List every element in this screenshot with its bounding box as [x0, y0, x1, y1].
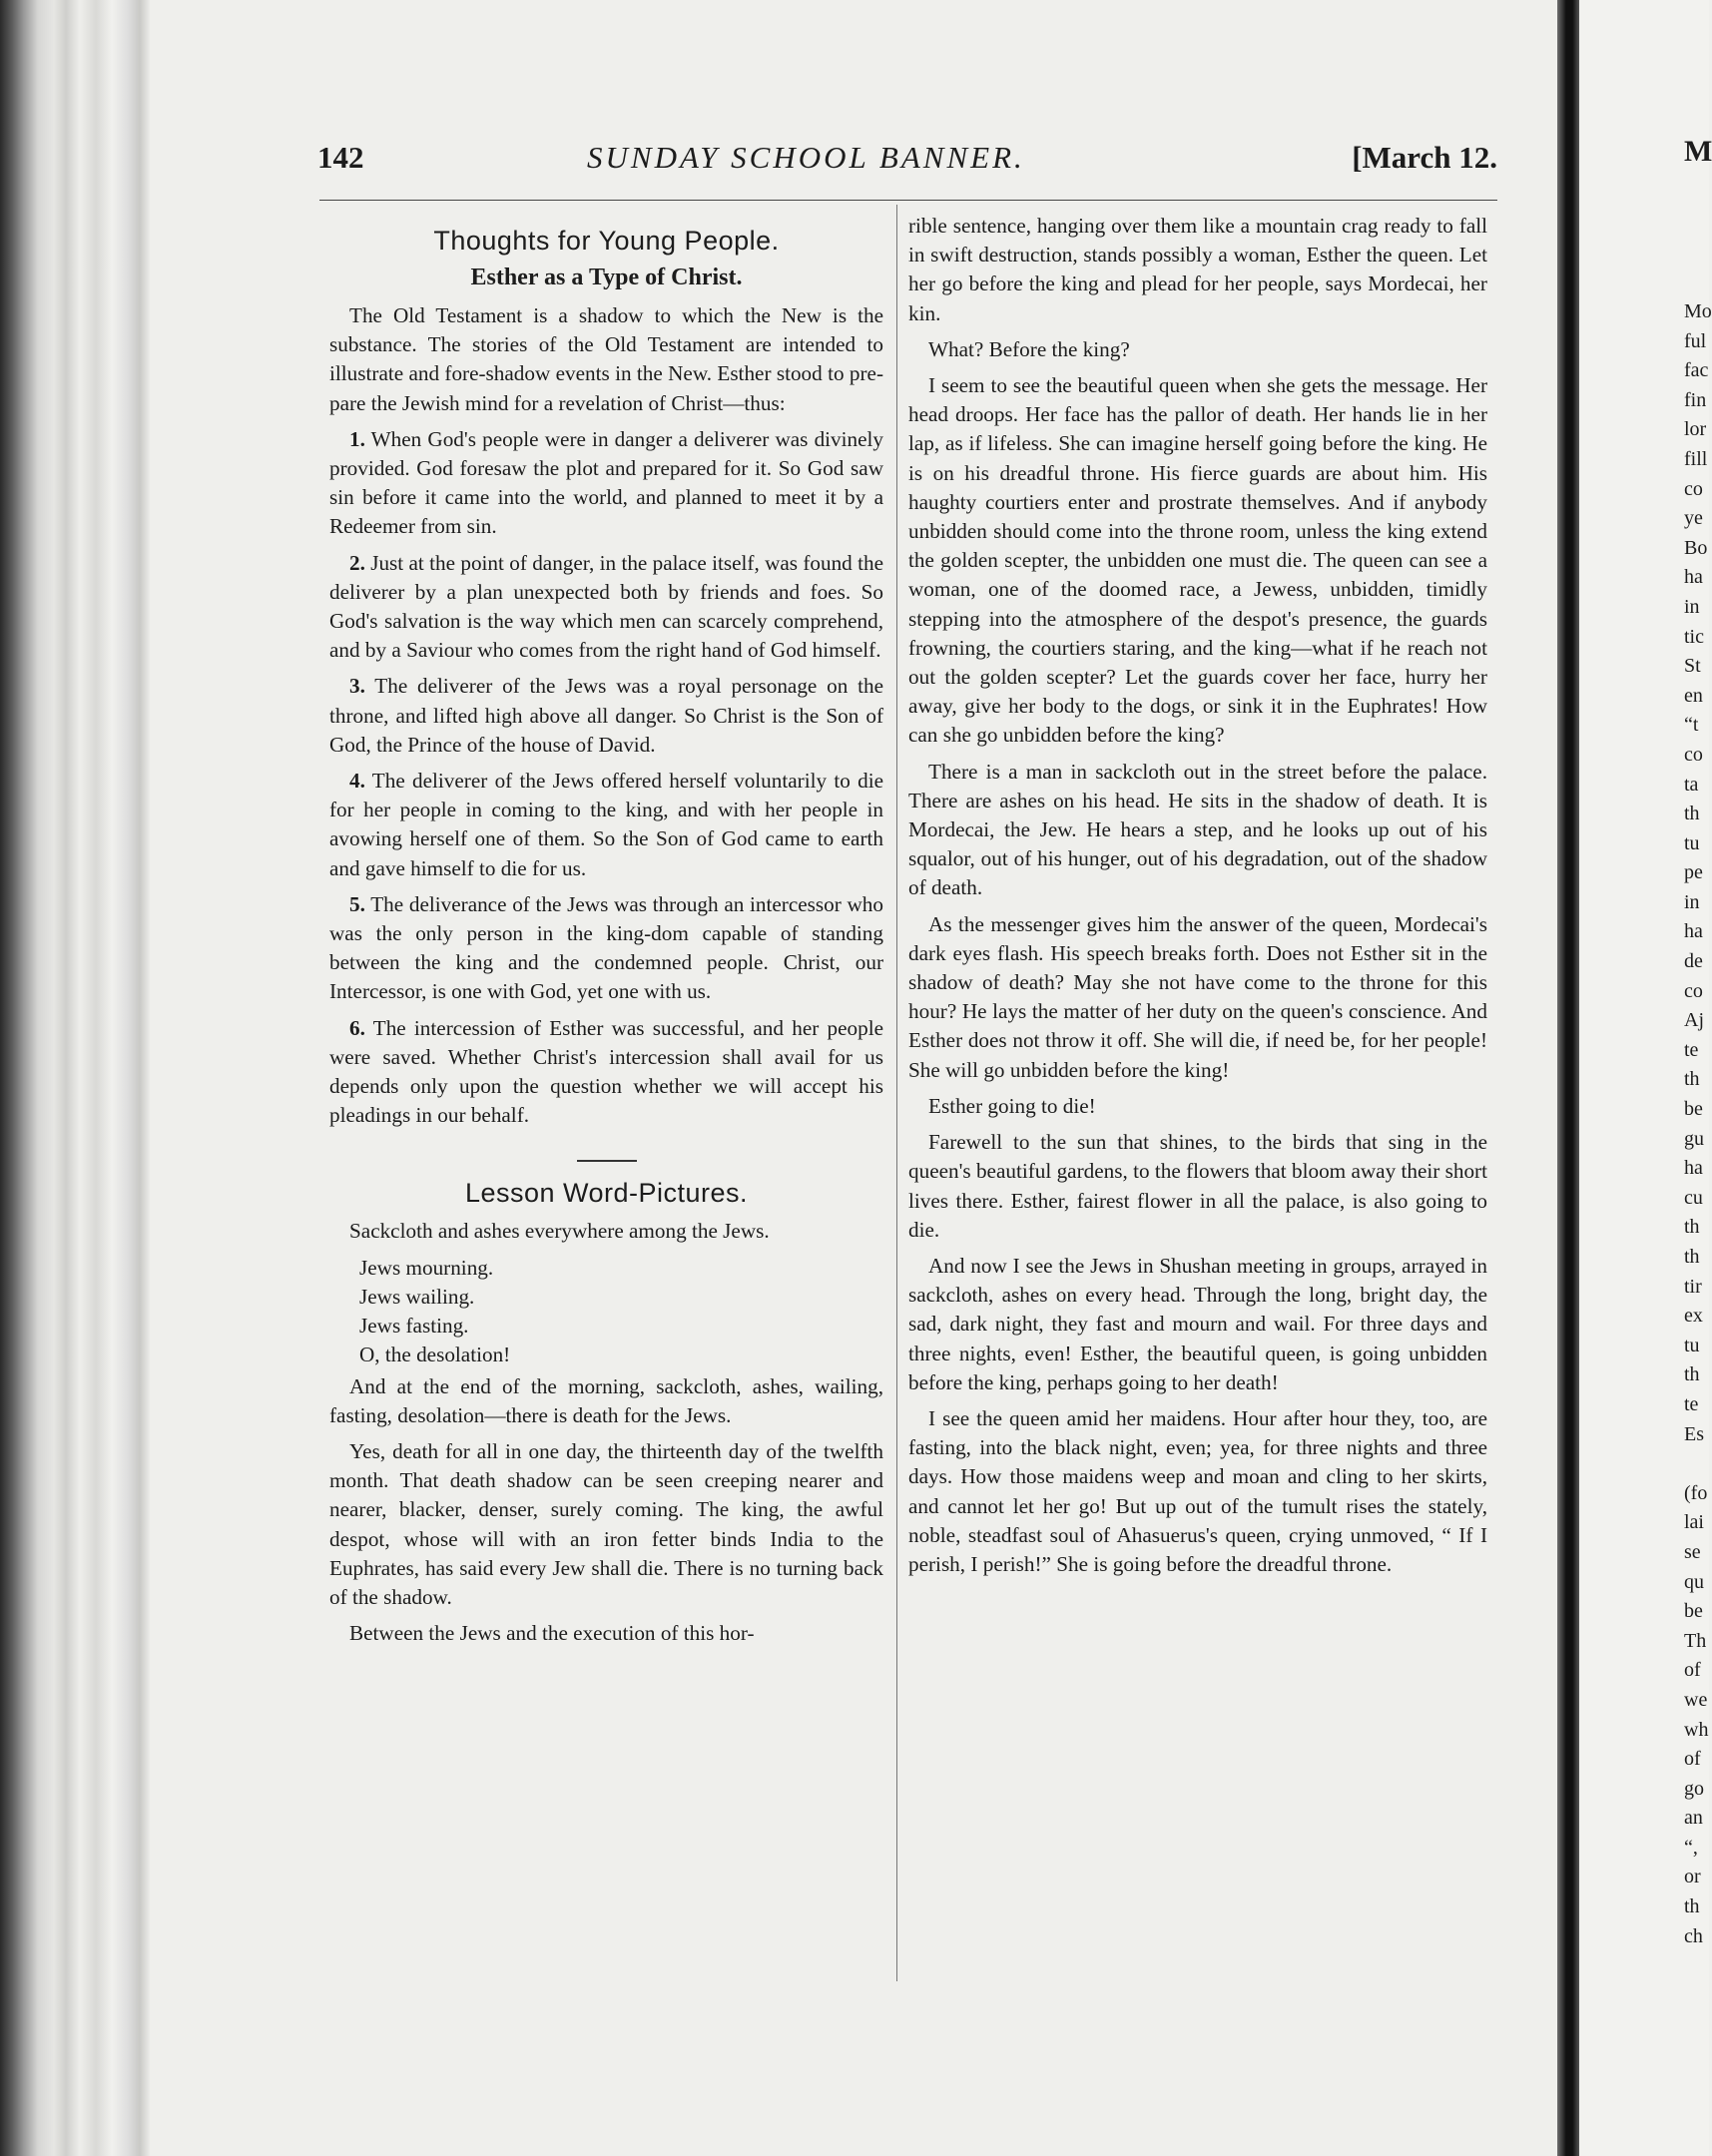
text-fragment: th: [1684, 1895, 1700, 1918]
text-fragment: of: [1684, 1748, 1701, 1771]
text-fragment: te: [1684, 1038, 1699, 1061]
section-title-word-pictures: Lesson Word-Pictures.: [464, 1178, 749, 1209]
numbered-point: 2. Just at the point of danger, in the palace itself, was found the deliverer by a plan unexpected both by friends and foes. So God's salvation is the way which men can scarcely comprehend, and by a Saviour who comes from the right hand of God himself.: [329, 550, 883, 663]
text-fragment: th: [1684, 1363, 1700, 1386]
article-paragraph: Esther going to die!: [928, 1093, 1096, 1118]
numbered-point: 3. The deliverer of the Jews was a royal personage on the throne, and lifted high above all danger. So Christ is the Son of God, the Prince of the house of David.: [329, 674, 883, 757]
text-fragment: qu: [1684, 1570, 1704, 1593]
text-fragment: fac: [1684, 359, 1709, 382]
text-fragment: “,: [1684, 1836, 1698, 1859]
numbered-point: 4. The deliverer of the Jews offered herself voluntarily to die for her people in coming to the king, and with her people in avowing herself one of them. So the Son of God came to earth and gave himself to die for us.: [329, 769, 884, 880]
text-fragment: ful: [1684, 329, 1707, 352]
word-pictures-paragraph: Between the Jews and the execution of this hor-: [349, 1621, 755, 1646]
text-fragment: or: [1684, 1866, 1701, 1888]
column-divider: [896, 205, 897, 1981]
text-fragment: in: [1684, 595, 1700, 618]
text-fragment: an: [1684, 1807, 1703, 1830]
text-fragment: ha: [1684, 920, 1703, 943]
text-fragment: in: [1684, 890, 1700, 913]
article-paragraph: As the messenger gives him the answer of the queen, Mordecai's dark eyes flash. His speech breaks forth. Does not Esther sit in the shadow of death? May she not have come to the throne for this hour? He lays the matter of her duty on the queen's conscience. And Esther does not throw it off. She will die, if need be, for her people! She will go unbidden before the king!: [908, 911, 1487, 1082]
article-paragraph: I seem to see the beautiful queen when she gets the message. Her head droops. Her face has the pallor of death. Her hands lie in her lap, as if lifeless. She can imagine herself going before the king. He is on his dreadful throne. His fierce guards are about him. His haughty courtiers enter and prostrate themselves. And if anybody unbidden should come into the throne room, unless the king extend the golden scepter, the unbidden one must die. The queen can see a woman, one of the doomed race, a Jewess, unbidden, timidly stepping into the atmosphere of the despot's presence, the guards frowning, the courtiers staring, and the king—what if he reach not out the golden scepter? Let the guards cover her face, hurry her away, give her body to the dogs, or sink it in the Euphrates! How can she go unbidden before the king?: [908, 373, 1487, 748]
numbered-point: 1. When God's people were in danger a deliverer was divinely provided. God foresaw the plot and prepared for it. So God saw sin before it came into the world, and planned to meet it by a Redeemer from sin.: [329, 426, 884, 539]
text-fragment: th: [1684, 1216, 1700, 1239]
facing-page-header: M: [1684, 135, 1712, 168]
article-paragraph: What? Before the king?: [928, 336, 1130, 361]
text-fragment: ch: [1684, 1924, 1703, 1947]
text-fragment: te: [1684, 1392, 1699, 1415]
text-fragment: we: [1684, 1688, 1708, 1711]
text-fragment: de: [1684, 950, 1703, 973]
article-paragraph: There is a man in sackcloth out in the street before the palace. There are ashes on his head. He sits in the shadow of death. It is Mordecai, the Jew. He hears a step, and he looks up out of his squalor, out of his hunger, out of his degradation, out of the shadow of death.: [908, 759, 1487, 900]
text-fragment: Mo: [1684, 300, 1712, 322]
text-fragment: tu: [1684, 831, 1700, 854]
text-fragment: Es: [1684, 1422, 1704, 1445]
text-fragment: co: [1684, 979, 1703, 1002]
article-paragraph: I see the queen amid her maidens. Hour after hour they, too, are fasting, into the black night, even; yea, for three nights and three days. How those maidens weep and moan and cling to her skirts, and cannot let her go! But up out of the tumult rises the stately, noble, steadfast soul of Ahasuerus's queen, crying unmoved, “ If I perish, I perish!” She is going before the dreadful throne.: [908, 1405, 1487, 1576]
text-fragment: ye: [1684, 507, 1703, 530]
intro-paragraph: The Old Testament is a shadow to which the New is the substance. The stories of the Old Testament are intended to illustrate and fore-shadow events in the New. Esther stood to pre-pare the Jewish mind for a revelation of Christ—thus:: [329, 303, 883, 415]
text-fragment: pe: [1684, 861, 1703, 884]
text-fragment: co: [1684, 743, 1703, 766]
article-paragraph: rible sentence, hanging over them like a mountain crag ready to fall in swift destruction, stands possibly a woman, Esther the queen. Let her go before the king and plead for her people, says Mordecai, her kin.: [908, 214, 1487, 325]
text-fragment: th: [1684, 1068, 1700, 1091]
text-fragment: be: [1684, 1600, 1703, 1623]
text-fragment: St: [1684, 655, 1701, 678]
section-subtitle-esther: Esther as a Type of Christ.: [470, 265, 743, 290]
section-title-thoughts: Thoughts for Young People.: [433, 226, 780, 256]
text-fragment: en: [1684, 684, 1703, 707]
facing-page-fragment: [1579, 0, 1712, 2156]
text-fragment: fin: [1684, 388, 1707, 411]
book-page-edges: [0, 0, 150, 2156]
text-fragment: “t: [1684, 714, 1699, 737]
text-fragment: lor: [1684, 418, 1707, 441]
text-fragment: lai: [1684, 1511, 1704, 1534]
word-pictures-paragraph: And at the end of the morning, sackcloth, ashes, wailing, fasting, desolation—there is death for the Jews.: [329, 1373, 883, 1427]
facing-page-text-fragments: [1684, 297, 1712, 1951]
numbered-point: 5. The deliverance of the Jews was through an intercessor who was the only person in the king-dom capable of standing between the king and the condemned people. Christ, our Intercessor, is one with God, yet one with us.: [329, 891, 883, 1004]
issue-date: [March 12.: [1352, 140, 1497, 175]
text-fragment: fill: [1684, 447, 1708, 470]
text-fragment: Bo: [1684, 536, 1708, 559]
page-number: 142: [317, 140, 364, 175]
text-fragment: ha: [1684, 1157, 1703, 1180]
word-pictures-intro: Sackcloth and ashes everywhere among the Jews.: [349, 1219, 770, 1244]
right-column: [908, 212, 1487, 1586]
text-fragment: th: [1684, 1246, 1700, 1268]
text-fragment: go: [1684, 1777, 1704, 1800]
text-fragment: tir: [1684, 1275, 1702, 1298]
text-fragment: cu: [1684, 1186, 1703, 1209]
running-header: [317, 140, 1497, 184]
text-fragment: of: [1684, 1659, 1701, 1682]
text-fragment: ta: [1684, 773, 1699, 796]
article-paragraph: And now I see the Jews in Shushan meeting in groups, arrayed in sackcloth, ashes on every head. Through the long, bright day, the sad, dark night, they fast and mourn and wail. For three days and three nights, even! Esther, the beautiful queen, is going unbidden before the king, perhaps going to her death!: [908, 1253, 1487, 1394]
text-fragment: [1684, 1449, 1712, 1479]
left-column: [329, 212, 883, 1648]
text-fragment: wh: [1684, 1718, 1709, 1741]
section-separator: [577, 1160, 637, 1162]
text-fragment: se: [1684, 1540, 1701, 1563]
text-fragment: ex: [1684, 1305, 1703, 1328]
text-fragment: Th: [1684, 1629, 1707, 1652]
word-pictures-line: Jews mourning.: [359, 1255, 494, 1280]
word-pictures-line: Jews wailing.: [359, 1284, 475, 1309]
numbered-point: 6. The intercession of Esther was successful, and her people were saved. Whether Christ's intercession shall avail for us depends only upon the question whether we will accept his pleadings in our behalf.: [329, 1015, 883, 1128]
article-paragraph: Farewell to the sun that shines, to the birds that sing in the queen's beautiful gardens, to the flowers that bloom away their short lives there. Esther, fairest flower in all the palace, is also going to die.: [908, 1130, 1487, 1242]
text-fragment: tic: [1684, 625, 1704, 648]
book-gutter: [1557, 0, 1579, 2156]
text-fragment: th: [1684, 803, 1700, 825]
text-fragment: (fo: [1684, 1481, 1708, 1504]
word-pictures-paragraph: Yes, death for all in one day, the thirteenth day of the twelfth month. That death shadow can be seen creeping nearer and nearer, blacker, denser, surely coming. The king, the awful despot, whose will with an iron fetter binds India to the Euphrates, has said every Jew shall die. There is no turning back of the shadow.: [329, 1438, 883, 1609]
periodical-title: SUNDAY SCHOOL BANNER.: [587, 140, 1025, 175]
header-rule: [319, 200, 1497, 201]
text-fragment: ha: [1684, 566, 1703, 589]
text-fragment: Aj: [1684, 1009, 1704, 1032]
text-fragment: gu: [1684, 1127, 1704, 1150]
text-fragment: tu: [1684, 1334, 1700, 1356]
text-fragment: co: [1684, 477, 1703, 500]
text-fragment: be: [1684, 1098, 1703, 1121]
word-pictures-line: O, the desolation!: [359, 1343, 511, 1367]
word-pictures-line: Jews fasting.: [359, 1314, 469, 1339]
